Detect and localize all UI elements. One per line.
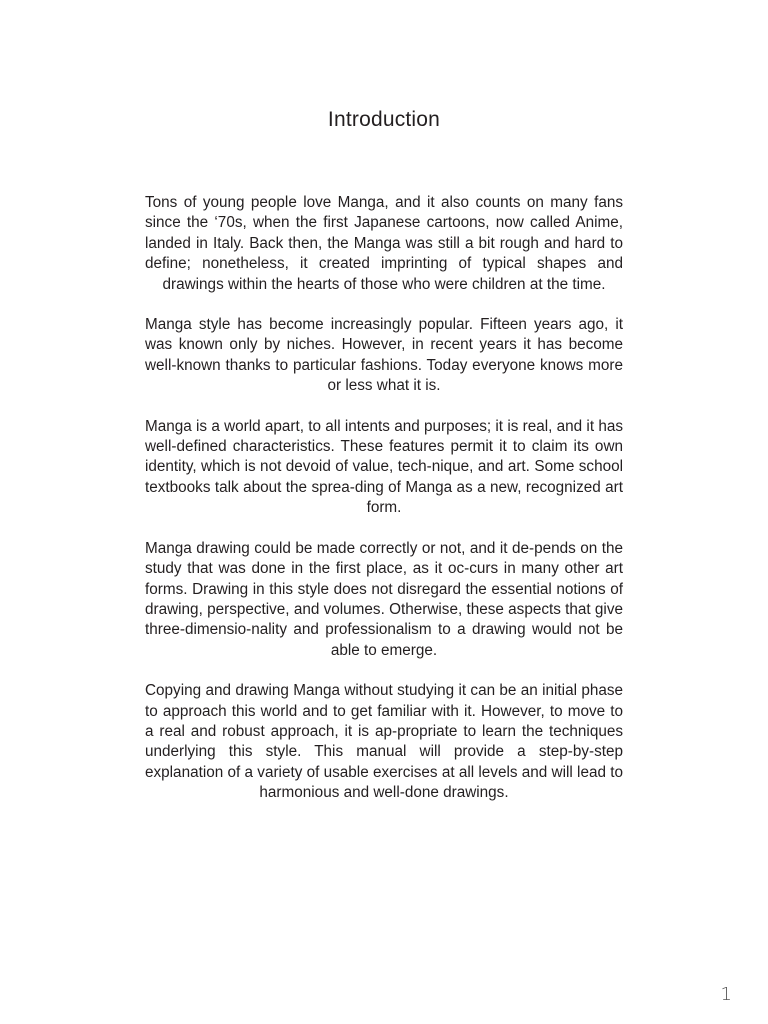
body-text (145, 193, 623, 824)
paragraph-2: Manga style has become increasingly popular. Fifteen years ago, it was known only by niches. However, in recent years it has become well-known thanks to particular fashions. Today everyone knows more or less what it is. (145, 316, 623, 395)
paragraph-5: Copying and drawing Manga without studying it can be an initial phase to approach this world and to get familiar with it. However, to move to a real and robust approach, it is ap-propriate to learn the techniques underlying this style. This manual will provide a step-by-step explanation of a variety of usable exercises at all levels and will lead to harmonious and well-done drawings. (145, 682, 623, 802)
paragraph-3: Manga is a world apart, to all intents and purposes; it is real, and it has well-defined characteristics. These features permit it to claim its own identity, which is not devoid of value, tech-nique, and art. Some school textbooks talk about the sprea-ding of Manga as a new, recognized art form. (145, 417, 623, 517)
paragraph-4: Manga drawing could be made correctly or not, and it de-pends on the study that was done in the first place, as it oc-curs in many other art forms. Drawing in this style does not disregard the essential notions of drawing, perspective, and volumes. Otherwise, these aspects that give three-dimensio-nality and professionalism to a drawing would not be able to emerge. (145, 539, 623, 659)
page-title: Introduction (327, 108, 441, 131)
paragraph-1: Tons of young people love Manga, and it also counts on many fans since the ‘70s, when the first Japanese cartoons, now called Anime, landed in Italy. Back then, the Manga was still a bit rough and hard to define; nonetheless, it created imprinting of typical shapes and drawings within the hearts of those who were children at the time. (145, 194, 623, 293)
page-number: 1 (720, 984, 732, 1005)
